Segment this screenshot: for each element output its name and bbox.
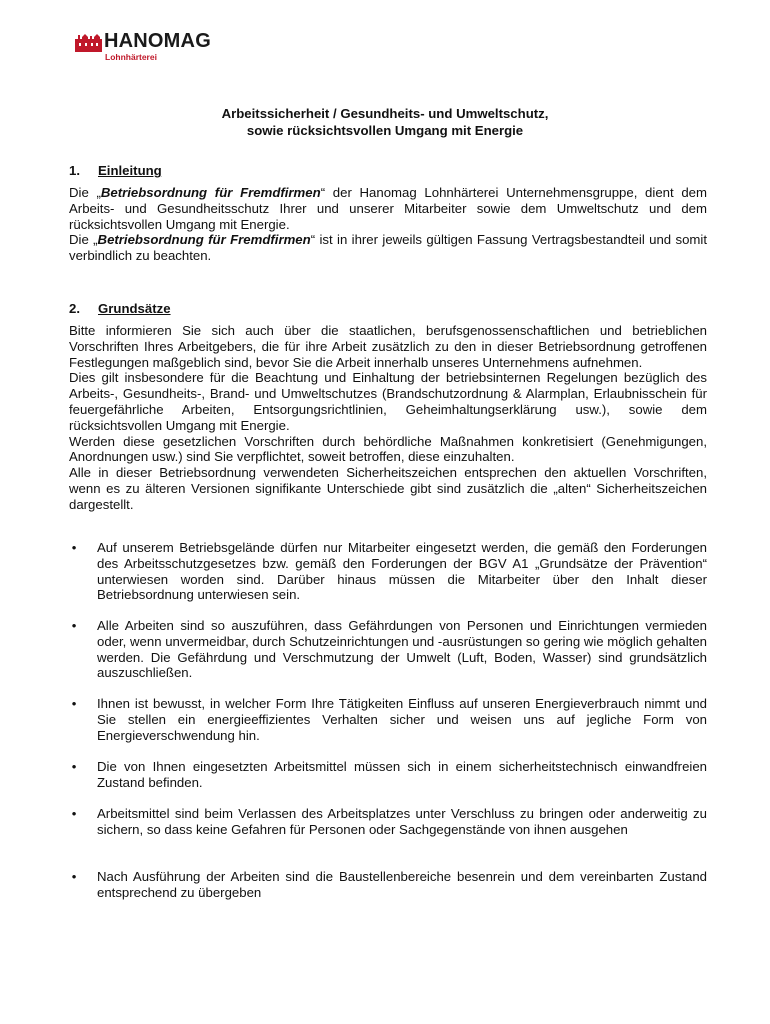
bullet-icon: • (71, 696, 77, 711)
list-item (69, 696, 707, 743)
list-item (69, 869, 707, 901)
section-1-paragraph-2: Die „Betriebsordnung für Fremdfirmen“ ist in ihrer jeweils gültigen Fassung Vertragsbestandteil und somit verbindlich zu beachten. (69, 232, 707, 264)
list-item (69, 806, 707, 838)
section-2-paragraph-3: Werden diese gesetzlichen Vorschriften durch behördliche Maßnahmen konkretisiert (Genehmigungen, Anordnungen usw.) sind Sie verpflichtet, soweit betroffen, diese einzuhalten. (69, 433, 707, 465)
section-1-number: 1. (69, 163, 80, 178)
section-1-paragraph-1: Die „Betriebsordnung für Fremdfirmen“ der Hanomag Lohnhärterei Unternehmensgruppe, dient dem Arbeits- und Gesundheitsschutz Ihrer und unserer Mitarbeiter sowie dem Umweltschutz und dem rücksichtsvollen Umgang mit Energie. (69, 185, 707, 232)
factory-skyline-icon (75, 32, 102, 52)
section-1-heading (69, 162, 162, 179)
bullet-icon: • (71, 540, 77, 555)
list-item-text: Alle Arbeiten sind so auszuführen, dass Gefährdungen von Personen und Einrichtungen vermieden oder, wenn unvermeidbar, durch Schutzeinrichtungen und -ausrüstungen so gering wie möglich gehalten werden. Die Gefährdung und Verschmutzung der Umwelt (Luft, Boden, Wasser) sind grundsätzlich auszuschließen. (97, 618, 707, 681)
bullet-icon: • (71, 869, 77, 884)
list-item (69, 540, 707, 603)
list-item-text: Ihnen ist bewusst, in welcher Form Ihre Tätigkeiten Einfluss auf unseren Energieverbrauch nimmt und Sie stellen ein energieeffizientes Verhalten sicher und weisen uns auf jegliche Form von Energieverschwendung hin. (97, 696, 707, 743)
list-item (69, 618, 707, 681)
emphasis-betriebsordnung: Betriebsordnung für Fremdfirmen (100, 185, 321, 200)
section-2-title: Grundsätze (98, 301, 171, 316)
section-1-body (69, 185, 707, 264)
bullet-icon: • (71, 806, 77, 821)
bullet-icon: • (71, 759, 77, 774)
title-line-2: sowie rücksichtsvollen Umgang mit Energie (246, 123, 524, 138)
document-title (0, 105, 770, 139)
list-item (69, 759, 707, 791)
emphasis-betriebsordnung: Betriebsordnung für Fremdfirmen (97, 232, 311, 248)
title-line-1: Arbeitssicherheit / Gesundheits- und Umweltschutz, (221, 106, 549, 121)
section-2-paragraph-4: Alle in dieser Betriebsordnung verwendeten Sicherheitszeichen entsprechen den aktuellen Vorschriften, wenn es zu älteren Versionen signifikante Unterschiede gibt sind zusätzlich die „alten“ Sicherheitszeichen dargestellt. (69, 465, 707, 512)
section-1-title: Einleitung (98, 163, 162, 178)
list-item-text: Arbeitsmittel sind beim Verlassen des Arbeitsplatzes unter Verschluss zu bringen oder anderweitig zu sichern, so dass keine Gefahren für Personen oder Sachgegenstände von ihnen ausgehen (97, 806, 707, 837)
bullet-icon: • (71, 618, 77, 633)
section-2-body (69, 323, 707, 513)
list-item-text: Auf unserem Betriebsgelände dürfen nur Mitarbeiter eingesetzt werden, die gemäß den Forderungen des Arbeitsschutzgesetzes bzw. gemäß den Forderungen der BGV A1 „Grundsätze der Prävention“ unterwiesen worden sind. Darüber hinaus müssen die Mitarbeiter über den Inhalt dieser Betriebsordnung unterwiesen sein. (97, 540, 707, 603)
section-2-heading (69, 300, 171, 317)
list-item-text: Die von Ihnen eingesetzten Arbeitsmittel müssen sich in einem sicherheitstechnisch einwandfreien Zustand befinden. (97, 759, 707, 790)
logo-name: HANOMAG (104, 30, 211, 52)
logo-subtitle: Lohnhärterei (105, 52, 157, 62)
list-item-text: Nach Ausführung der Arbeiten sind die Baustellenbereiche besenrein und dem vereinbarten Zustand entsprechend zu übergeben (97, 869, 707, 900)
section-2-paragraph-1: Bitte informieren Sie sich auch über die staatlichen, berufsgenossenschaftlichen und betrieblichen Vorschriften Ihres Arbeitgebers, die für ihre Arbeit zusätzlich zu den in dieser Betriebsordnung getroffenen Festlegungen maßgeblich sind, bevor Sie die Arbeit innerhalb unseres Unternehmens aufnehmen. (69, 323, 707, 370)
company-logo (75, 30, 220, 64)
section-2-number: 2. (69, 301, 80, 316)
section-2-paragraph-2: Dies gilt insbesondere für die Beachtung und Einhaltung der betriebsinternen Regelungen bezüglich des Arbeits-, Gesundheits-, Brand- und Umweltschutzes (Brandschutzordnung & Alarmplan, Erlaubnisschein für feuergefährliche Arbeiten, Entsorgungsrichtlinien, Geheimhaltungserklärung usw.), sowie dem rücksichtsvollen Umgang mit Energie. (69, 370, 707, 433)
